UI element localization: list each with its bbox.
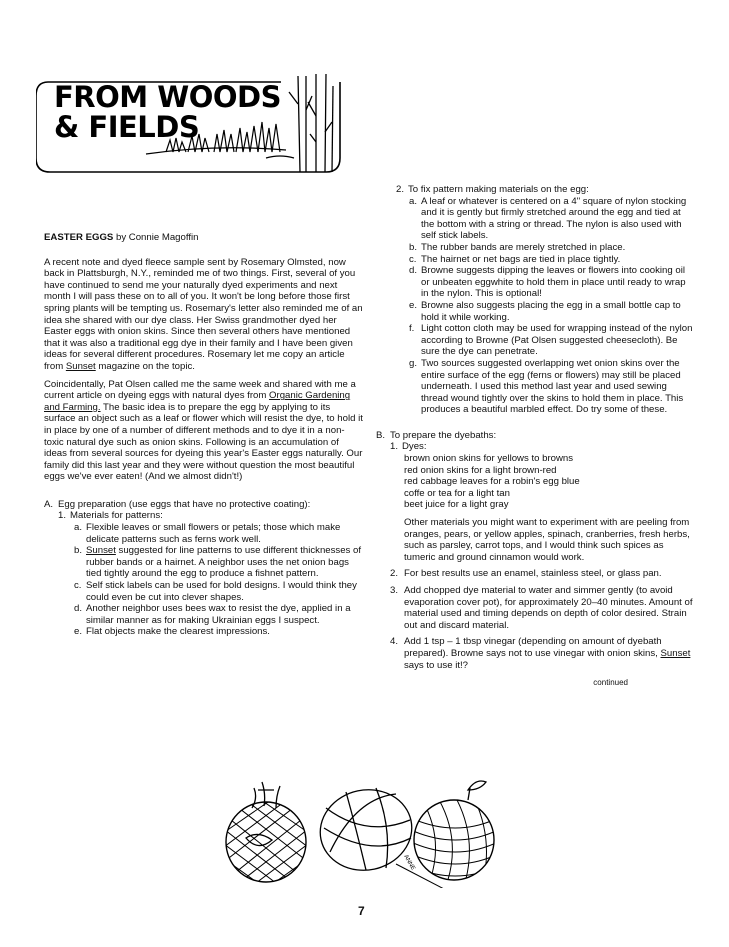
list-item: brown onion skins for yellows to browns xyxy=(404,453,574,465)
section-a-title: Egg preparation (use eggs that have no protective coating): xyxy=(58,498,311,510)
article-headline xyxy=(44,232,364,244)
list-item: a. Flexible leaves or small flowers or petals; those which make delicate patterns such as ferns work well. xyxy=(74,522,341,545)
sub2-heading xyxy=(376,184,694,196)
section-a-sub1-label: 1. xyxy=(58,510,67,522)
list-item: 4. Add 1 tsp – 1 tbsp vinegar (depending on amount of dyebath prepared). Browne says not to use vinegar with onion skins, Sunset says to use it!? xyxy=(390,636,691,671)
intro-p1-end: magazine on the topic. xyxy=(95,360,195,372)
list-item: red cabbage leaves for a robin's egg blue xyxy=(404,476,580,488)
continued-note: continued xyxy=(593,678,628,688)
intro-p2-text: Coincidentally, Pat Olsen called me the same week and shared with me a current article on dyeing eggs with natural dyes from xyxy=(44,378,356,402)
sub2-title: To fix pattern making materials on the egg: xyxy=(408,184,589,195)
intro-p2-end: The basic idea is to prepare the egg by applying to its surface an object such as a leaf or flower which will resist the dye, to hold it in place by one of a number of different methods and to dye it in a non-toxic natural dye such as onion skins. Following is an accumulation of ideas from several sources for dyeing this year's Easter eggs naturally. Our family did this last year and they were without question the most beautiful eggs we've ever eaten! (And we almost didn't!) xyxy=(44,401,363,483)
intro-paragraph-2 xyxy=(44,379,364,483)
article-byline: by Connie Magoffin xyxy=(115,232,199,243)
section-a-sub1-heading xyxy=(44,510,364,522)
logo-line-2: & FIELDS xyxy=(54,110,200,144)
intro-p1-text: A recent note and dyed fleece sample sent by Rosemary Olmsted, now back in Plattsburgh, N.Y., reminded me of two things. First, several of you have continued to send me your naturally dyed experiments and next month I will pass these on to all of you. It won't be long before those first spring plants will be tempting us. Rosemary's letter also reminded me of an idea she shared with our dye class. Her Swiss grandmother dyed her Easter eggs with onion skins. Since then several others have mentioned that it was also a traditional egg dye in their family and I have been given ideas for several different procedures. Rosemary let me copy an article from xyxy=(44,256,363,372)
list-item: e. Browne also suggests placing the egg in a small bottle cap to hold it while working. xyxy=(409,299,681,323)
dyes-list xyxy=(376,453,694,511)
list-item: a. A leaf or whatever is centered on a 4" square of nylon stocking and it is gently but firmly stretched around the egg and tied at the bottom with a string or thread. The nylon is also used with self stick labels. xyxy=(409,195,687,242)
list-item: f. Light cotton cloth may be used for wrapping instead of the nylon according to Browne (Pat Olsen suggested cheesecloth). Be sure the dye can penetrate. xyxy=(409,323,693,358)
list-item: red onion skins for a light brown-red xyxy=(404,464,557,476)
list-item: c. Self stick labels can be used for bold designs. I would think they could even be cut into clever shapes. xyxy=(74,580,357,603)
dyebath-steps-list xyxy=(376,568,694,671)
list-item: c. The hairnet or net bags are tied in place tightly. xyxy=(409,253,621,265)
logo-line-1: FROM WOODS xyxy=(54,80,281,114)
list-item: beet juice for a light gray xyxy=(404,499,509,511)
sub2-label: 2. xyxy=(396,184,405,195)
other-materials-paragraph: Other materials you might want to experiment with are peeling from oranges, pears, or yellow apples, spinach, cranberries, fresh herbs, such as parsley, carrot tops, and I would think such spices as tumeric and ground cinnamon would work. xyxy=(404,517,690,563)
organic-gardening-reference: Organic Gardening and Farming. xyxy=(44,390,351,413)
article-title: EASTER EGGS xyxy=(44,232,114,243)
column-logo xyxy=(36,74,341,174)
netted-egg-drawing xyxy=(216,782,316,888)
section-a-sub1-title: Materials for patterns: xyxy=(70,510,163,522)
list-item: d. Browne suggests dipping the leaves or flowers into cooking oil or unbeaten eggwhite to hold them in place until ready to wrap in the nylon. This is optional! xyxy=(409,265,686,300)
banded-egg-drawing xyxy=(313,781,446,888)
section-b-heading xyxy=(376,430,694,442)
list-item: d. Another neighbor uses bees wax to resist the dye, applied in a similar manner as for making Ukrainian eggs I suspect. xyxy=(74,603,351,626)
section-b-sub1-title: Dyes: xyxy=(402,441,427,453)
section-b-sub1-label: 1. xyxy=(390,441,399,453)
materials-list xyxy=(44,522,364,638)
section-a-heading xyxy=(44,499,364,511)
sunset-reference: Sunset xyxy=(660,647,691,659)
section-b-title: To prepare the dyebaths: xyxy=(390,429,497,441)
sunset-reference: Sunset xyxy=(65,360,96,372)
page-number: 7 xyxy=(358,904,365,918)
intro-paragraph-1 xyxy=(44,257,364,373)
easter-eggs-illustration xyxy=(206,768,526,888)
list-item: b. The rubber bands are merely stretched in place. xyxy=(409,241,626,253)
list-item: g. Two sources suggested overlapping wet onion skins over the entire surface of the egg (ferns or flowers) may still be placed underneath. I used this method last year and used sewing thread wound tightly over the skins to hold them in place. This produces a beautiful marbled effect. Do try some of these. xyxy=(409,357,684,416)
list-item: 3. Add chopped dye material to water and simmer gently (to avoid evaporation cover pot), for approximately 20–40 minutes. Amount of material used and timing depends on depth of color desired. Strain out and discard material. xyxy=(390,585,693,631)
thread-wrapped-egg-drawing xyxy=(411,781,498,886)
list-item: e. Flat objects make the clearest impressions. xyxy=(74,626,270,638)
list-item: 2. For best results use an enamel, stainless steel, or glass pan. xyxy=(390,568,662,580)
tree-trunks-illustration xyxy=(289,74,333,172)
left-column xyxy=(44,232,364,638)
list-item: coffe or tea for a light tan xyxy=(404,487,510,499)
sunset-reference: Sunset xyxy=(86,545,116,557)
section-b-sub1-heading xyxy=(376,441,694,453)
fixing-methods-list xyxy=(376,196,694,416)
list-item: b. Sunset suggested for line patterns to use different thicknesses of rubber bands or a hairnet. A neighbor uses the net onion bags tied tightly around the egg to produce a fishnet pattern. xyxy=(74,545,362,580)
section-a-label: A. xyxy=(44,498,54,510)
svg-text:ANNE: ANNE xyxy=(402,854,416,872)
section-b-label: B. xyxy=(376,429,386,441)
right-column xyxy=(376,184,694,689)
